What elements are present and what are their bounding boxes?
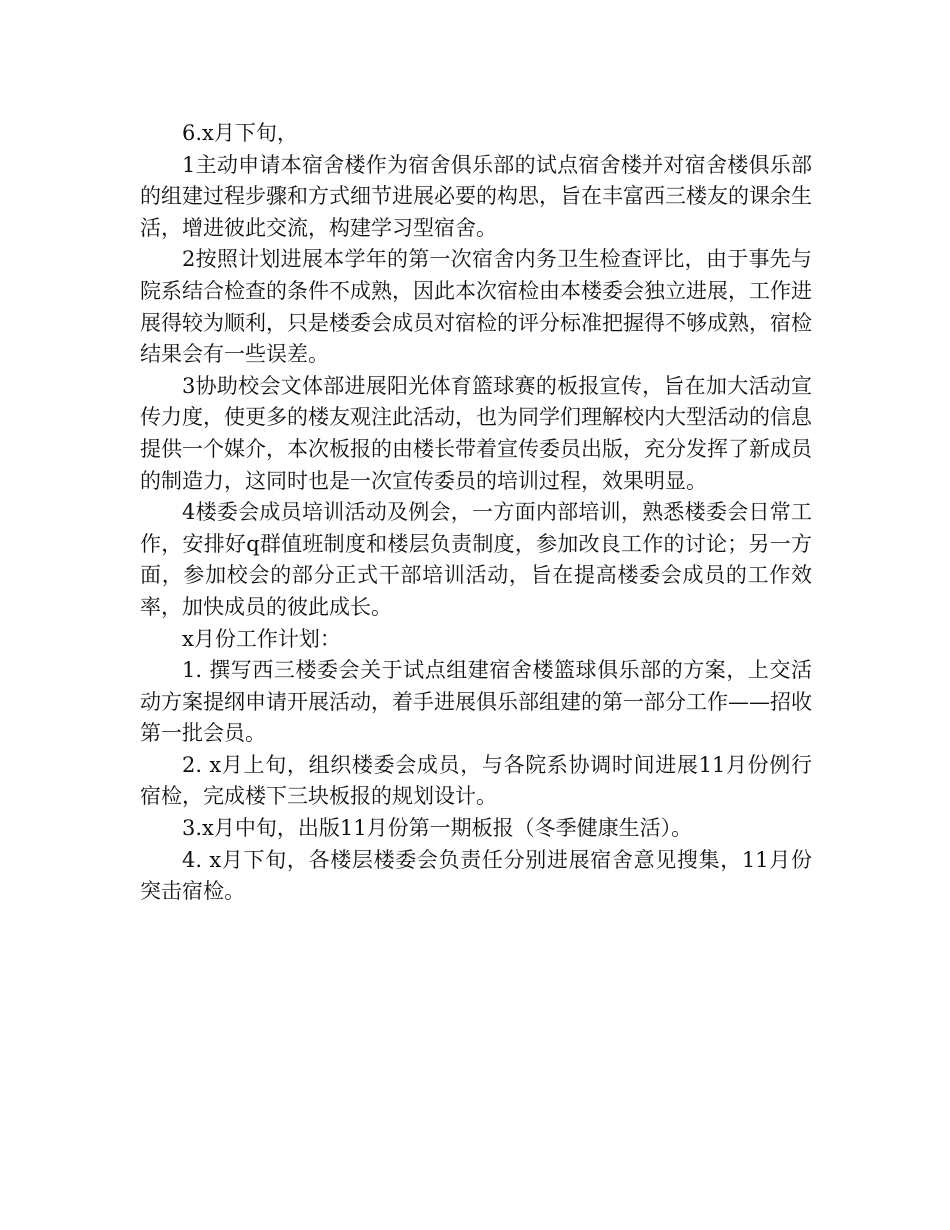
plan-heading: x月份工作计划： (182, 626, 341, 651)
paragraph-item-2: 2按照计划进展本学年的第一次宿舍内务卫生检查评比，由于事先与院系结合检查的条件不成熟，因此本次宿检由本楼委会独立进展，工作进展得较为顺利，只是楼委会成员对宿检的评分标准把握得不够成熟，宿检结果会有一些误差。 (140, 247, 812, 367)
paragraph-item-4: 4楼委会成员培训活动及例会，一方面内部培训，熟悉楼委会日常工作，安排好q群值班制度和楼层负责制度，参加改良工作的讨论；另一方面，参加校会的部分正式干部培训活动，旨在提高楼委会成员的工作效率，加快成员的彼此成长。 (140, 500, 812, 619)
plan-item-2: 2. x月上旬，组织楼委会成员，与各院系协调时间进展11月份例行宿检，完成楼下三块板报的规划设计。 (140, 752, 812, 809)
plan-item-1: 1. 撰写西三楼委会关于试点组建宿舍楼篮球俱乐部的方案，上交活动方案提纲申请开展活动，着手进展俱乐部组建的第一部分工作——招收第一批会员。 (140, 658, 812, 746)
paragraph-late-month-heading: 6.x月下旬， (182, 121, 298, 145)
paragraph-item-3: 3协助校会文体部进展阳光体育篮球赛的板报宣传，旨在加大活动宣传力度，使更多的楼友观注此活动，也为同学们理解校内大型活动的信息提供一个媒介，本次板报的由楼长带着宣传委员出版，充分发挥了新成员的制造力，这同时也是一次宣传委员的培训过程，效果明显。 (140, 373, 812, 493)
paragraph-item-1: 1主动申请本宿舍楼作为宿舍俱乐部的试点宿舍楼并对宿舍楼俱乐部的组建过程步骤和方式细节进展必要的构思，旨在丰富西三楼友的课余生活，增进彼此交流，构建学习型宿舍。 (140, 152, 812, 240)
document-body (140, 118, 812, 908)
plan-item-3: 3.x月中旬，出版11月份第一期板报（冬季健康生活）。 (182, 816, 693, 841)
plan-item-4: 4. x月下旬，各楼层楼委会负责任分别进展宿舍意见搜集，11月份突击宿检。 (140, 847, 812, 904)
